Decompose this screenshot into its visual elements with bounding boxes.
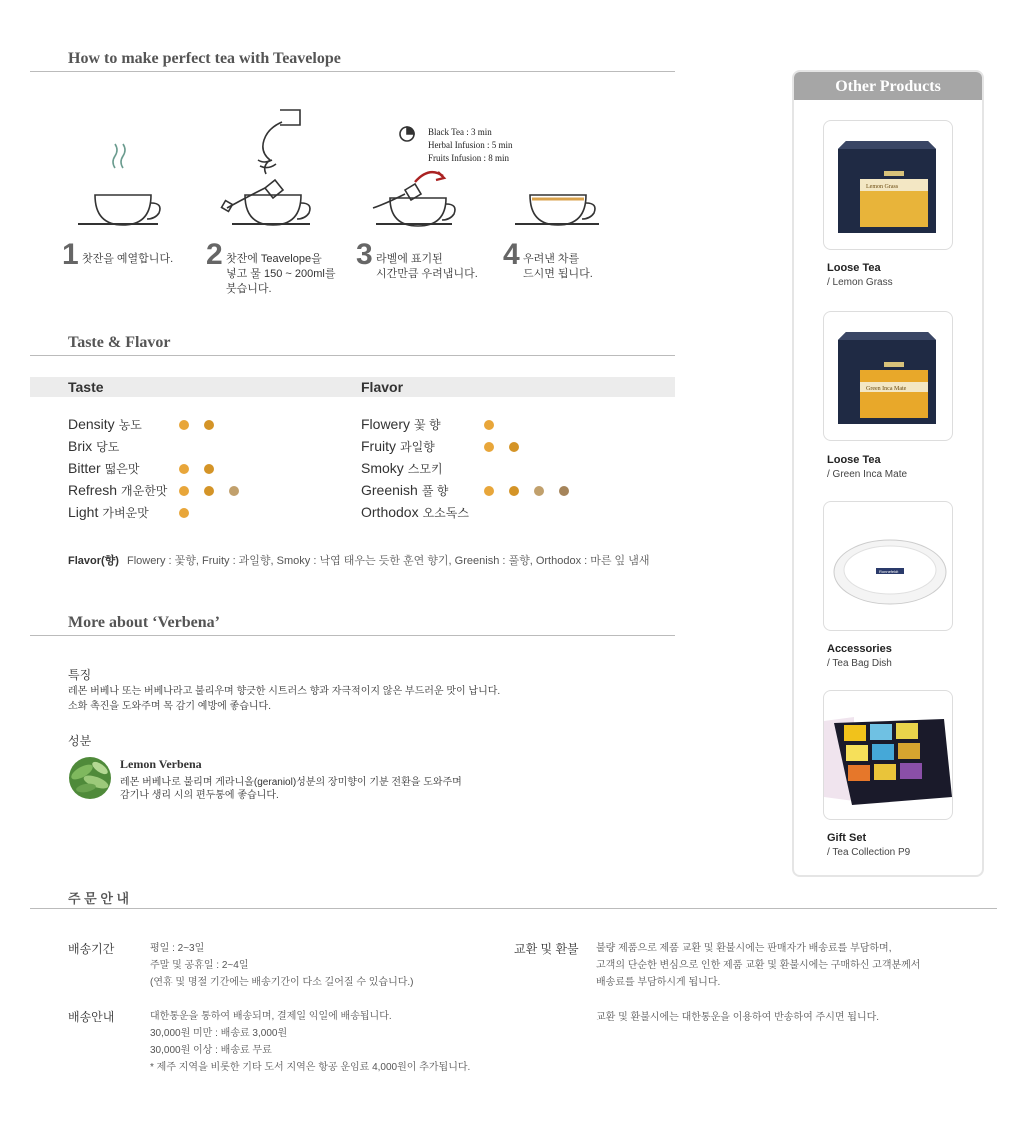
dish-label: Ronnefeldt — [879, 569, 899, 574]
tf-label-ko: 떫은맛 — [104, 462, 140, 476]
exchange-text-2: 교환 및 환불시에는 대한통운을 이용하여 반송하여 주시면 됩니다. — [596, 1012, 880, 1023]
tea-tin-icon — [824, 312, 952, 440]
ingredient-name: Lemon Verbena — [120, 757, 202, 771]
product-image-lemon-grass[interactable] — [823, 120, 953, 250]
level-dot — [534, 486, 544, 496]
product-category: Loose Tea — [827, 454, 881, 466]
how-to-title: How to make perfect tea with Teavelope — [68, 50, 341, 67]
tea-cup-icon — [515, 195, 599, 225]
step-text: 찻잔에 Teavelope을 넣고 물 150 ~ 200ml를 붓습니다. — [226, 253, 336, 295]
level-dot — [484, 420, 494, 430]
tf-label-ko: 가벼운맛 — [102, 506, 149, 520]
product-image-tea-collection[interactable] — [823, 690, 953, 820]
dish-icon — [824, 502, 952, 630]
tf-label-ko: 스모키 — [407, 462, 443, 476]
tf-label-ko: 오소독스 — [422, 506, 469, 520]
feature-text: 레몬 버베나 또는 버베나라고 불리우며 향긋한 시트러스 향과 자극적이지 않은 부드러운 맛이 납니다. 소화 촉진을 도와주며 목 감기 예방에 좋습니다. — [68, 686, 501, 712]
tf-label-ko: 농도 — [118, 418, 142, 432]
step-text: 찻잔을 예열합니다. — [82, 253, 174, 265]
level-dot — [484, 486, 494, 496]
product-image-tea-bag-dish[interactable] — [823, 501, 953, 631]
tf-row-light — [68, 504, 149, 521]
tf-row-density — [68, 416, 142, 433]
product-name[interactable]: / Green Inca Mate — [827, 469, 908, 480]
level-dot — [204, 486, 214, 496]
divider — [30, 635, 675, 636]
order-title: 주 문 안 내 — [68, 891, 130, 906]
ingredient-label: 성분 — [68, 734, 92, 748]
tf-row-greenish — [361, 482, 448, 499]
tf-label-ko: 풀 향 — [421, 484, 449, 498]
level-dot — [559, 486, 569, 496]
tf-label: Orthodox — [361, 504, 419, 520]
level-dot — [509, 486, 519, 496]
tf-label: Bitter — [68, 460, 101, 476]
step-number: 3 — [356, 238, 373, 271]
divider — [30, 908, 997, 909]
tin-label: Lemon Grass — [866, 184, 899, 190]
tf-label-ko: 꽃 향 — [414, 418, 441, 432]
product-category: Loose Tea — [827, 262, 881, 274]
flavor-legend-label: Flavor(향) — [68, 555, 119, 567]
level-dot — [509, 442, 519, 452]
product-name[interactable]: / Tea Bag Dish — [827, 658, 892, 669]
verbena-leaf-image — [68, 756, 112, 800]
tf-label: Greenish — [361, 482, 418, 498]
level-dot — [179, 508, 189, 518]
tf-row-brix — [68, 438, 119, 455]
level-dot — [484, 442, 494, 452]
taste-header: Taste — [68, 379, 104, 395]
more-about-title: More about ‘Verbena’ — [68, 614, 220, 631]
delivery-info-text: 대한통운을 통하여 배송되며, 결제일 익일에 배송됩니다. 30,000원 미만 : 배송료 3,000원 30,000원 이상 : 배송료 무료 * 제주 지역을 비롯한 기타 도서 지역은 항공 운임료 4,000원이 추가됩니다. — [150, 1011, 471, 1073]
other-products-sidebar — [792, 70, 984, 877]
brew-time-herbal: Herbal Infusion : 5 min — [428, 140, 513, 150]
level-dot — [179, 420, 189, 430]
steps-illustration — [60, 100, 620, 235]
brew-time-fruits: Fruits Infusion : 8 min — [428, 153, 510, 163]
product-name[interactable]: / Lemon Grass — [827, 277, 893, 288]
tf-row-refresh — [68, 482, 167, 499]
step-number: 1 — [62, 238, 79, 271]
flavor-legend-text: Flowery : 꽃향, Fruity : 과일향, Smoky : 낙엽 태우는 듯한 훈연 향기, Greenish : 풀향, Orthodox : 마른 잎 냄새 — [126, 555, 650, 567]
brew-times — [428, 126, 513, 165]
tf-row-smoky — [361, 460, 443, 477]
tf-label: Density — [68, 416, 115, 432]
tf-label: Flowery — [361, 416, 411, 432]
divider — [30, 71, 675, 72]
product-category: Gift Set — [827, 832, 867, 844]
steam-cup-icon — [78, 144, 160, 225]
tea-tin-icon — [824, 121, 952, 249]
taste-flavor-title: Taste & Flavor — [68, 334, 171, 351]
step-text: 라벨에 표기된 시간만큼 우려냅니다. — [376, 253, 478, 280]
flavor-header: Flavor — [361, 379, 404, 395]
tf-row-flowery — [361, 416, 441, 433]
product-category: Accessories — [827, 643, 892, 655]
step-number: 2 — [206, 238, 223, 271]
tf-label: Smoky — [361, 460, 404, 476]
brew-time-black: Black Tea : 3 min — [428, 127, 492, 137]
step-text: 우려낸 차를 드시면 됩니다. — [523, 253, 593, 280]
product-image-green-inca-mate[interactable] — [823, 311, 953, 441]
tf-label: Light — [68, 504, 99, 520]
sidebar-title: Other Products — [794, 72, 982, 100]
level-dot — [179, 486, 189, 496]
delivery-info-label: 배송안내 — [68, 1010, 115, 1024]
tf-label: Brix — [68, 438, 93, 454]
tf-label-ko: 과일향 — [400, 440, 435, 454]
tin-label: Green Inca Mate — [866, 386, 907, 392]
delivery-period-label: 배송기간 — [68, 942, 115, 956]
exchange-text: 불량 제품으로 제품 교환 및 환불시에는 판매자가 배송료를 부담하며, 고객의 단순한 변심으로 인한 제품 교환 및 환불시에는 구매하신 고객분께서 배송료를 부담하시게 됩니다. — [596, 943, 921, 988]
step-number: 4 — [503, 238, 520, 271]
delivery-period-text: 평일 : 2~3일 주말 및 공휴일 : 2~4일 (연휴 및 명절 기간에는 배송기간이 다소 길어질 수 있습니다.) — [150, 943, 414, 988]
exchange-label: 교환 및 환불 — [514, 942, 579, 956]
teavelope-cup-icon — [222, 110, 310, 225]
gift-box-icon — [824, 691, 952, 819]
level-dot — [179, 464, 189, 474]
tf-row-bitter — [68, 460, 139, 477]
tf-label-ko: 당도 — [96, 440, 120, 454]
level-dot — [204, 420, 214, 430]
product-name[interactable]: / Tea Collection P9 — [827, 847, 911, 858]
taste-flavor-header — [30, 377, 675, 397]
feature-label: 특징 — [68, 668, 92, 682]
tf-row-orthodox — [361, 504, 469, 521]
tf-row-fruity — [361, 438, 435, 455]
tf-label: Fruity — [361, 438, 396, 454]
flavor-legend — [68, 552, 650, 568]
divider — [30, 355, 675, 356]
tf-label-ko: 개운한맛 — [121, 484, 168, 498]
tf-label: Refresh — [68, 482, 118, 498]
level-dot — [229, 486, 239, 496]
ingredient-text: 레몬 버베나로 불리며 게라니올(geraniol)성분의 장미향이 기분 전환을 도와주며 감기나 생리 시의 편두통에 좋습니다. — [120, 777, 462, 801]
level-dot — [204, 464, 214, 474]
